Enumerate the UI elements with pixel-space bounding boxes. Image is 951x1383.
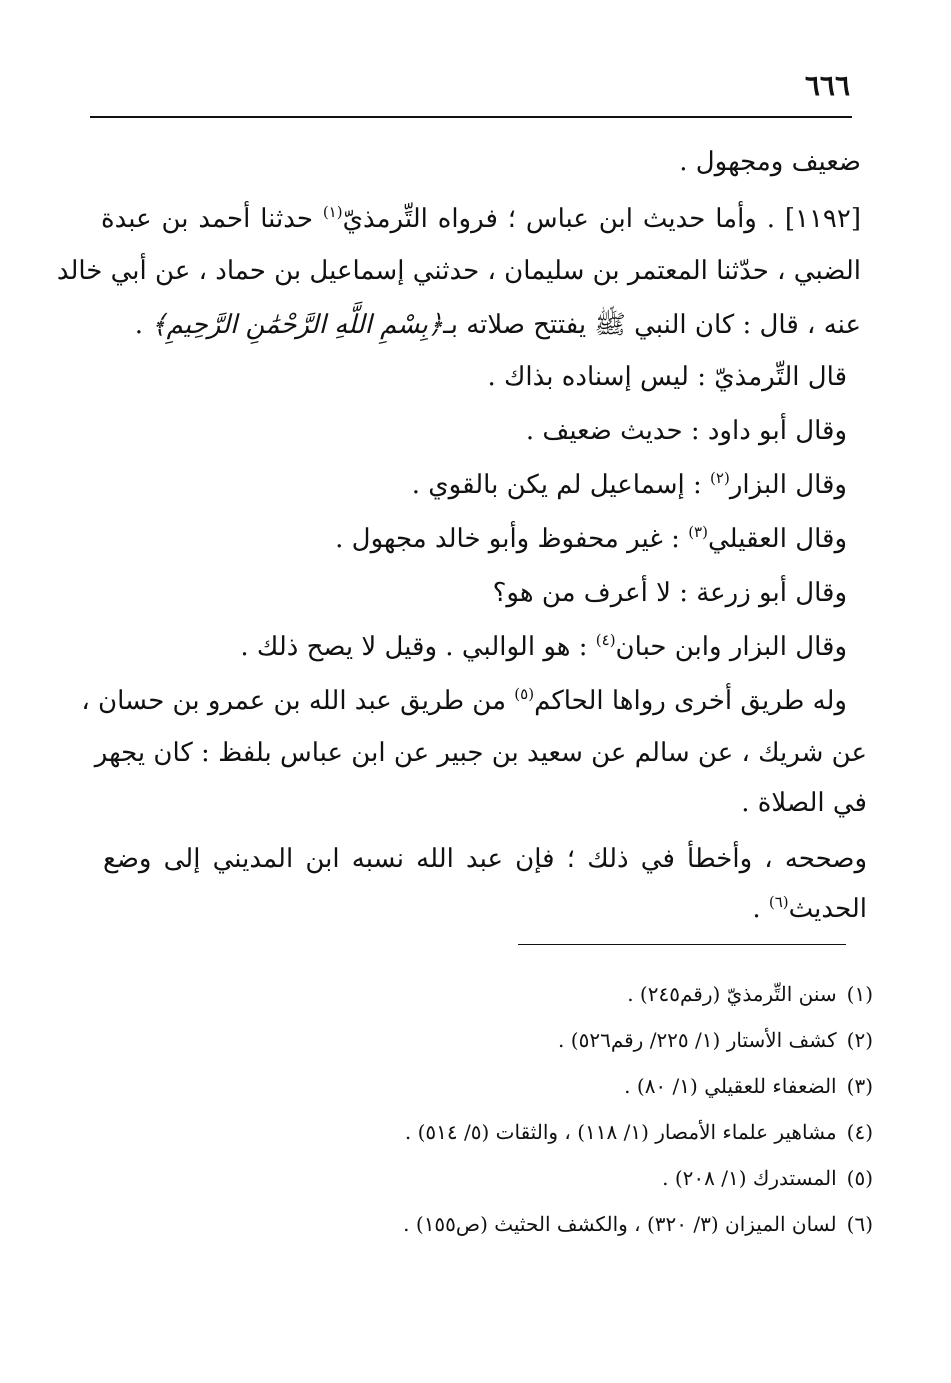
text-line-15	[752, 884, 867, 934]
footnote-rule	[518, 944, 846, 945]
footnote-text: لسان الميزان (٣/ ٣٢٠) ، والكشف الحثيث (ص١٥٥) .	[403, 1212, 837, 1236]
text-segment: .	[134, 310, 152, 340]
text-segment: حدثنا أحمد بن عبدة	[101, 204, 323, 234]
text-line-5: قال التِّرمذيّ : ليس إسناده بذاك .	[487, 362, 847, 392]
basmala: ﴿بِسْمِ اللَّهِ الرَّحْمَٰنِ الرَّحِيمِ﴾	[151, 310, 444, 340]
footnote-5	[662, 1158, 873, 1198]
footnote-number: (١)	[846, 982, 873, 1006]
footnote-1	[627, 974, 873, 1014]
footnote-ref-4[interactable]: (٤)	[595, 631, 616, 649]
text-line-9: وقال أبو زرعة : لا أعرف من هو؟	[492, 578, 847, 608]
footnote-text: مشاهير علماء الأمصار (١/ ١١٨) ، والثقات (٥/ ٥١٤) .	[404, 1120, 837, 1144]
footnote-number: (٣)	[846, 1074, 873, 1098]
footnote-ref-3[interactable]: (٣)	[688, 523, 708, 541]
text-segment: : إسماعيل لم يكن بالقوي .	[411, 470, 711, 500]
footnote-4	[405, 1112, 873, 1152]
text-line-4	[135, 300, 861, 350]
text-line-12: عن شريك ، عن سالم عن سعيد بن جبير عن ابن عباس بلفظ : كان يجهر	[94, 738, 867, 768]
text-segment: وله طريق أخرى رواها الحاكم	[534, 686, 847, 716]
footnote-number: (٤)	[846, 1120, 873, 1144]
footnote-number: (٥)	[846, 1166, 873, 1190]
text-segment: : هو الوالبي . وقيل لا يصح ذلك .	[240, 632, 596, 662]
footnote-text: سنن التِّرمذيّ (رقم٢٤٥) .	[627, 982, 837, 1006]
text-segment: وقال البزار	[729, 470, 847, 500]
text-segment: وقال العقيلي	[707, 524, 847, 554]
footnote-ref-1[interactable]: (١)	[322, 203, 343, 221]
text-line-13: في الصلاة .	[741, 788, 867, 818]
text-line-3: الضبي ، حدّثنا المعتمر بن سليمان ، حدثني إسماعيل بن حماد ، عن أبي خالد	[56, 256, 861, 286]
text-line-10	[240, 622, 847, 672]
footnote-number: (٢)	[846, 1028, 873, 1052]
text-line-11	[81, 676, 847, 726]
page-number: ٦٦٦	[804, 69, 850, 102]
text-line-1: ضعيف ومجهول .	[679, 147, 861, 177]
text-segment: من طريق عبد الله بن عمرو بن حسان ،	[81, 686, 515, 716]
text-segment: عنه ، قال : كان النبي ﷺ يفتتح صلاته بـ	[443, 310, 861, 340]
header-rule	[90, 116, 852, 118]
footnote-ref-6[interactable]: (٦)	[768, 893, 789, 911]
text-segment: وقال البزار وابن حبان	[615, 632, 847, 662]
footnote-ref-5[interactable]: (٥)	[514, 685, 535, 703]
footnote-number: (٦)	[846, 1212, 873, 1236]
text-line-2	[101, 194, 861, 244]
text-line-6: وقال أبو داود : حديث ضعيف .	[525, 416, 847, 446]
text-segment: [١١٩٢] . وأما حديث ابن عباس ؛ فرواه التِّرمذيّ	[342, 204, 861, 234]
footnote-text: كشف الأستار (١/ ٢٢٥/ رقم٥٢٦) .	[558, 1028, 837, 1052]
footnote-ref-2[interactable]: (٢)	[710, 469, 730, 487]
text-line-8	[335, 514, 847, 564]
text-line-14: وصححه ، وأخطأ في ذلك ؛ فإن عبد الله نسبه ابن المديني إلى وضع	[103, 844, 867, 874]
text-segment: الحديث	[788, 894, 867, 924]
footnote-3	[624, 1066, 873, 1106]
footnote-text: الضعفاء للعقيلي (١/ ٨٠) .	[624, 1074, 837, 1098]
text-line-7	[412, 460, 847, 510]
footnote-2	[558, 1020, 873, 1060]
footnote-text: المستدرك (١/ ٢٠٨) .	[662, 1166, 837, 1190]
footnote-6	[403, 1204, 873, 1244]
text-segment: .	[752, 894, 769, 924]
text-segment: : غير محفوظ وأبو خالد مجهول .	[335, 524, 689, 554]
